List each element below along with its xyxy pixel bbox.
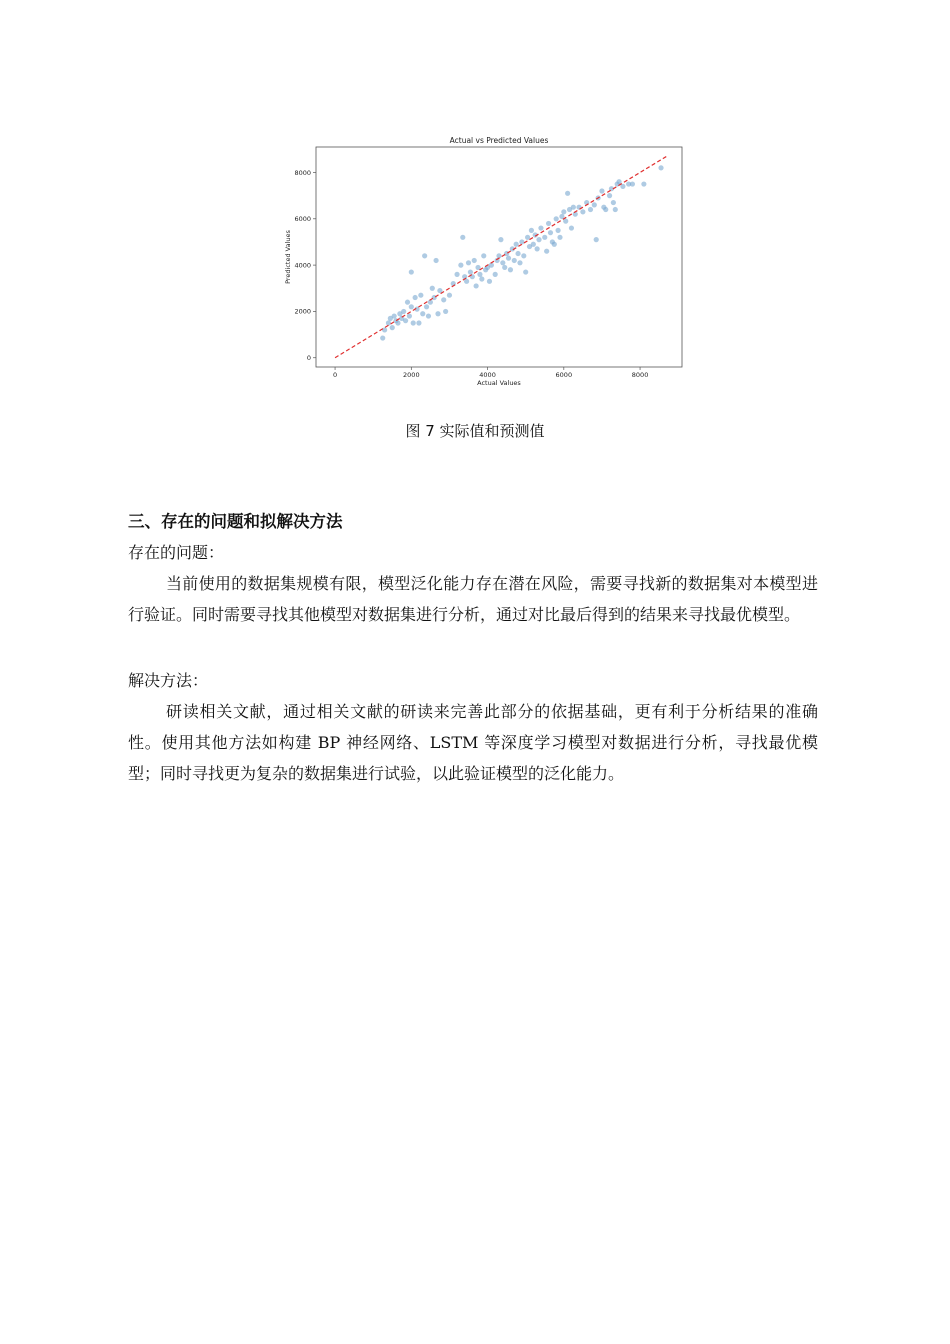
scatter-point [468,269,473,274]
scatter-point [418,293,423,298]
scatter-point [536,237,541,242]
scatter-point [630,181,635,186]
scatter-point [569,225,574,230]
scatter-point [395,320,400,325]
scatter-point [487,279,492,284]
scatter-point [500,260,505,265]
scatter-point [588,207,593,212]
problems-paragraph: 当前使用的数据集规模有限，模型泛化能力存在潜在风险，需要寻找新的数据集对本模型进行验证。同时需要寻找其他模型对数据集进行分析，通过对比最后得到的结果来寻找最优模型。 [128,574,818,624]
scatter-point [472,258,477,263]
scatter-point [531,242,536,247]
scatter-point [555,228,560,233]
scatter-point [477,272,482,277]
y-tick-label: 0 [306,354,311,363]
scatter-point [594,237,599,242]
scatter-point [433,258,438,263]
scatter-point [592,202,597,207]
scatter-point [508,267,513,272]
scatter-point [447,293,452,298]
x-axis-label: Actual Values [477,379,521,387]
scatter-point [542,235,547,240]
scatter-chart [270,128,690,390]
scatter-point [538,225,543,230]
solutions-label: 解决方法： [128,671,209,690]
scatter-point [405,300,410,305]
scatter-point [441,297,446,302]
scatter-point [565,191,570,196]
scatter-point [474,283,479,288]
scatter-point [502,265,507,270]
scatter-point [641,181,646,186]
scatter-point [613,207,618,212]
scatter-point [403,318,408,323]
scatter-point [529,228,534,233]
scatter-chart-figure [270,128,690,390]
scatter-point [498,237,503,242]
scatter-point [535,246,540,251]
scatter-point [599,188,604,193]
scatter-point [493,272,498,277]
scatter-point [521,253,526,258]
scatter-point [506,256,511,261]
scatter-point [479,276,484,281]
scatter-point [424,304,429,309]
scatter-point [611,200,616,205]
scatter-point [426,313,431,318]
scatter-point [420,311,425,316]
scatter-point [430,286,435,291]
y-axis-label: Predicted Values [284,230,292,284]
scatter-point [557,235,562,240]
scatter-point [401,309,406,314]
scatter-point [544,249,549,254]
scatter-point [523,269,528,274]
y-tick-label: 2000 [294,307,311,316]
scatter-point [458,263,463,268]
scatter-point [515,251,520,256]
scatter-point [580,209,585,214]
scatter-point [658,165,663,170]
scatter-point [517,260,522,265]
x-tick-label: 0 [332,371,338,379]
scatter-point [514,242,519,247]
scatter-point [409,304,414,309]
x-tick-label: 8000 [631,371,649,379]
x-tick-label: 2000 [403,371,420,379]
scatter-point [432,295,437,300]
scatter-point [443,309,448,314]
scatter-point [422,253,427,258]
scatter-point [466,260,471,265]
x-tick-label: 6000 [555,371,573,379]
scatter-point [435,311,440,316]
y-tick-label: 4000 [294,261,311,270]
problems-label: 存在的问题： [128,543,225,562]
scatter-point [554,216,559,221]
scatter-point [512,258,517,263]
scatter-point [390,325,395,330]
section-heading: 三、存在的问题和拟解决方法 [128,512,343,531]
x-tick-label: 4000 [479,371,496,379]
scatter-point [571,205,576,210]
scatter-point [386,320,391,325]
scatter-point [380,335,385,340]
scatter-point [409,269,414,274]
figure-caption: 图 7 实际值和预测值 [405,422,545,440]
scatter-point [603,207,608,212]
y-ticks [294,169,316,362]
scatter-point [519,239,524,244]
y-tick-label: 8000 [294,168,311,177]
scatter-point [561,209,566,214]
scatter-point [607,193,612,198]
scatter-point [481,253,486,258]
scatter-point [548,230,553,235]
solutions-paragraph: 研读相关文献，通过相关文献的研读来完善此部分的依据基础，更有利于分析结果的准确性。使用其他方法如构建 BP 神经网络、LSTM 等深度学习模型对数据进行分析，寻找最优模型；同时寻找更为复杂的数据集进行试验，以此验证模型的泛化能力。 [128,702,818,783]
scatter-point [546,221,551,226]
scatter-point [392,313,397,318]
scatter-point [460,235,465,240]
scatter-point [411,320,416,325]
scatter-point [552,242,557,247]
y-tick-label: 6000 [294,215,311,224]
chart-title: Actual vs Predicted Values [449,136,549,145]
x-ticks [333,367,648,379]
scatter-point [416,320,421,325]
scatter-point [382,327,387,332]
scatter-point [454,272,459,277]
scatter-point [413,295,418,300]
